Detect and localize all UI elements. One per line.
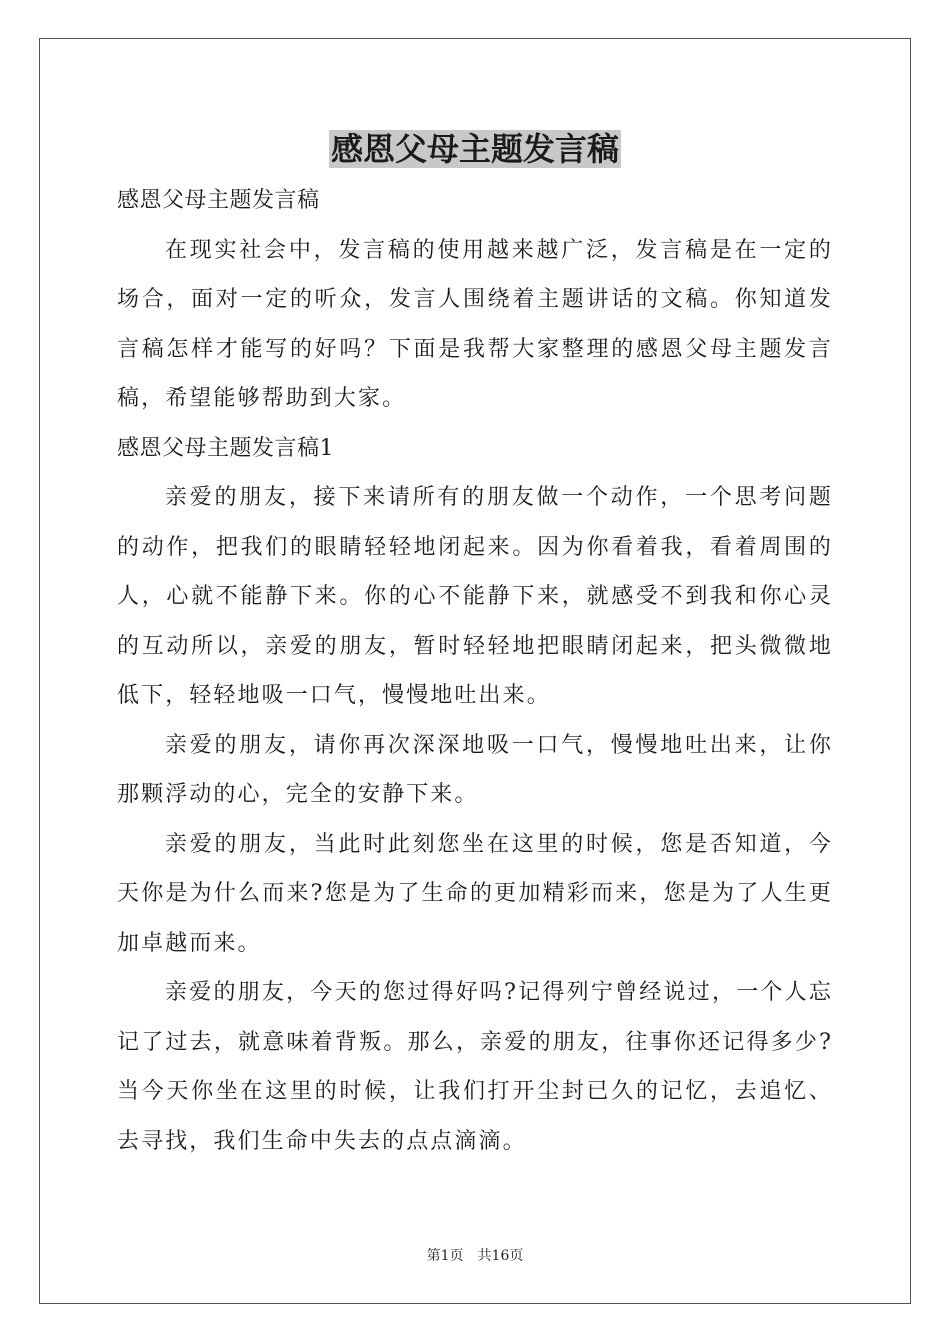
document-title-text: 感恩父母主题发言稿	[330, 130, 619, 168]
page-footer	[0, 1246, 950, 1266]
document-title	[0, 126, 950, 172]
body-paragraph: 亲爱的朋友，今天的您过得好吗?记得列宁曾经说过，一个人忘记了过去，就意味着背叛。那么，亲爱的朋友，往事你还记得多少?当今天你坐在这里的时候，让我们打开尘封已久的记忆，去追忆、去寻找，我们生命中失去的点点滴滴。	[117, 980, 833, 1154]
document-subtitle: 感恩父母主题发言稿	[117, 188, 320, 213]
body-paragraph: 亲爱的朋友，当此时此刻您坐在这里的时候，您是否知道，今天你是为什么而来?您是为了生命的更加精彩而来，您是为了人生更加卓越而来。	[117, 831, 833, 956]
intro-paragraph: 在现实社会中，发言稿的使用越来越广泛，发言稿是在一定的场合，面对一定的听众，发言人围绕着主题讲话的文稿。你知道发言稿怎样才能写的好吗？下面是我帮大家整理的感恩父母主题发言稿，希望能够帮助到大家。	[117, 237, 833, 411]
page-number: 第1页	[426, 1248, 464, 1264]
document-body	[117, 176, 833, 1166]
page-total: 共16页	[477, 1248, 524, 1264]
section-heading: 感恩父母主题发言稿1	[117, 435, 334, 461]
body-paragraph: 亲爱的朋友，接下来请所有的朋友做一个动作，一个思考问题的动作，把我们的眼睛轻轻地闭起来。因为你看着我，看着周围的人，心就不能静下来。你的心不能静下来，就感受不到我和你心灵的互动所以，亲爱的朋友，暂时轻轻地把眼睛闭起来，把头微微地低下，轻轻地吸一口气，慢慢地吐出来。	[117, 485, 833, 708]
body-paragraph: 亲爱的朋友，请你再次深深地吸一口气，慢慢地吐出来，让你那颗浮动的心，完全的安静下来。	[117, 732, 833, 807]
